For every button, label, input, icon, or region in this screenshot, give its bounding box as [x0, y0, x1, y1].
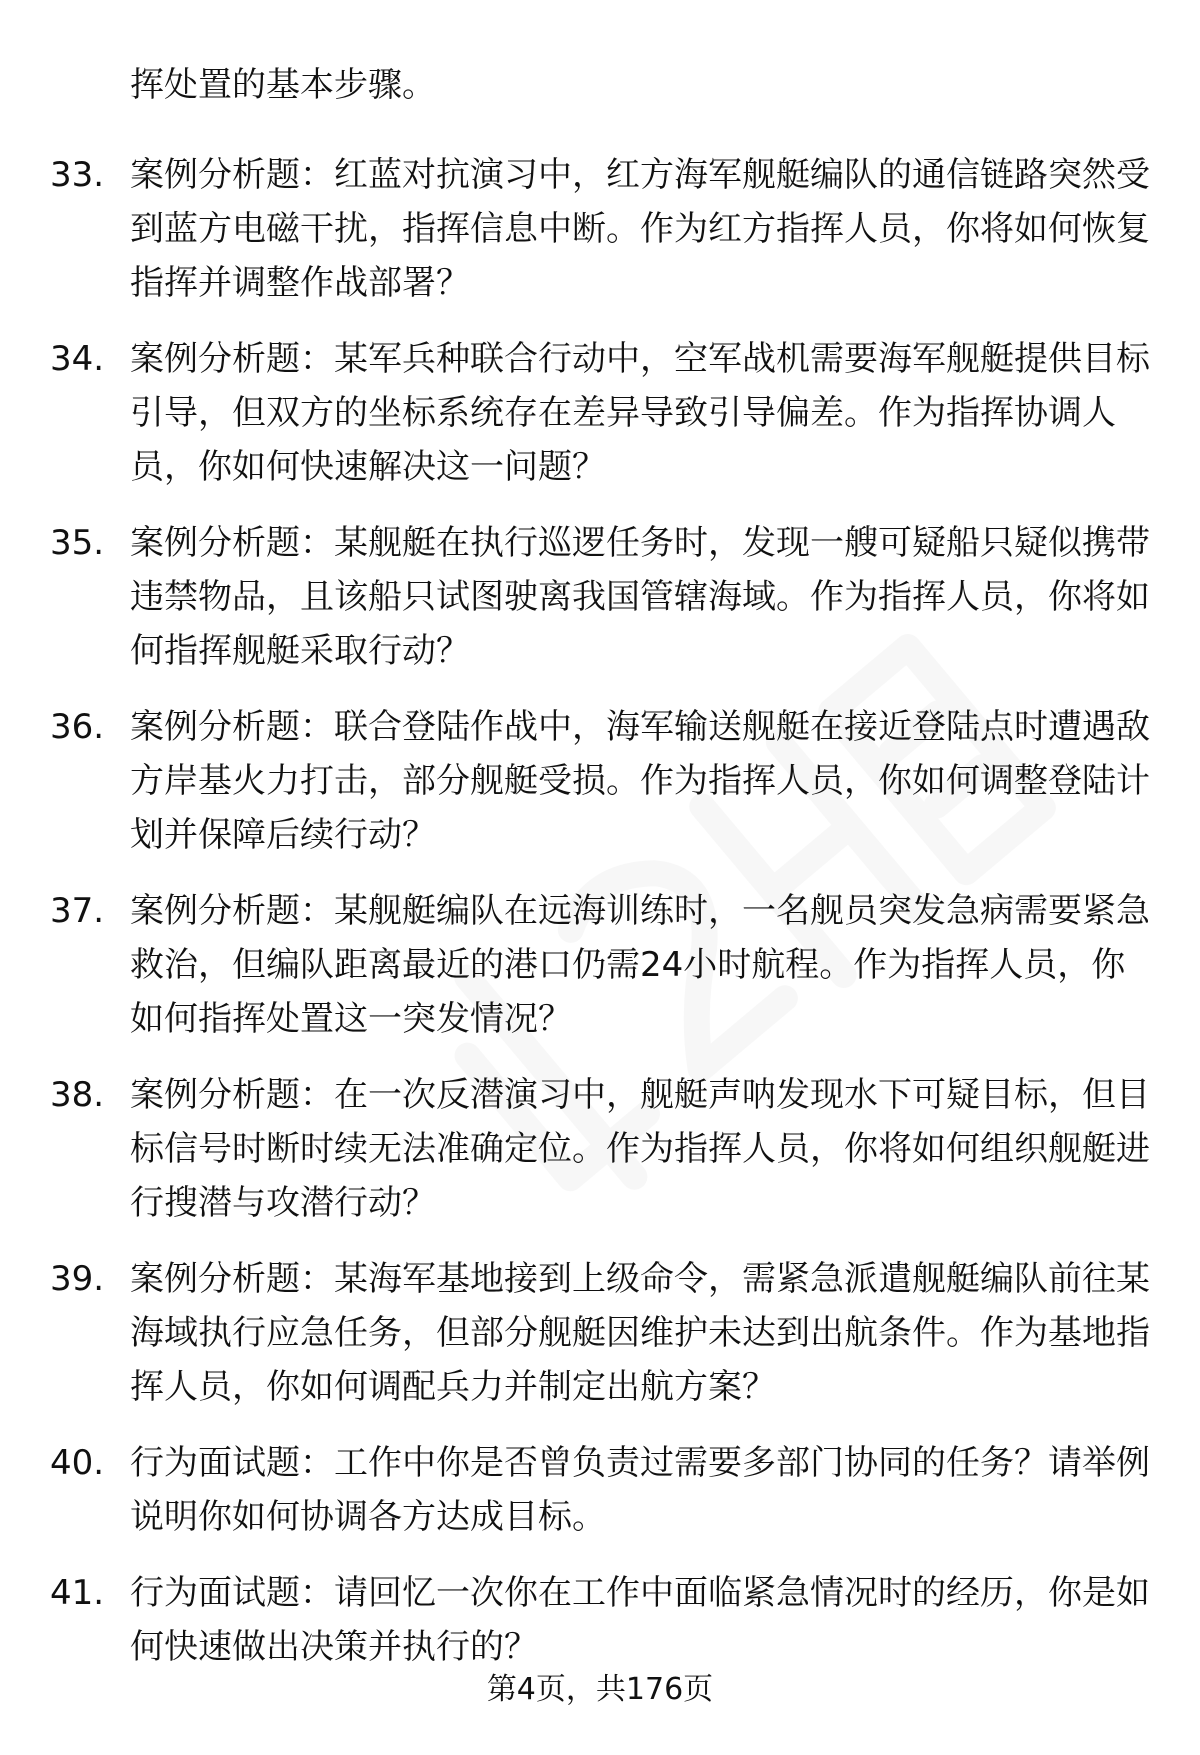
list-item — [50, 1436, 1150, 1544]
question-text: 案例分析题：某舰艇在执行巡逻任务时，发现一艘可疑船只疑似携带违禁物品，且该船只试图驶离我国管辖海域。作为指挥人员，你将如何指挥舰艇采取行动？ — [130, 523, 1150, 671]
question-text: 行为面试题：请回忆一次你在工作中面临紧急情况时的经历，你是如何快速做出决策并执行的？ — [130, 1573, 1150, 1667]
list-item — [50, 332, 1150, 494]
question-number: 37. — [50, 891, 105, 931]
question-number: 40. — [50, 1443, 105, 1483]
question-text: 案例分析题：红蓝对抗演习中，红方海军舰艇编队的通信链路突然受到蓝方电磁干扰，指挥信息中断。作为红方指挥人员，你将如何恢复指挥并调整作战部署？ — [130, 155, 1150, 303]
list-item — [50, 148, 1150, 310]
question-list — [50, 148, 1150, 1696]
list-item — [50, 1566, 1150, 1674]
question-number: 35. — [50, 523, 105, 563]
question-text: 案例分析题：联合登陆作战中，海军输送舰艇在接近登陆点时遭遇敌方岸基火力打击，部分舰艇受损。作为指挥人员，你如何调整登陆计划并保障后续行动？ — [130, 707, 1150, 855]
list-item — [50, 1068, 1150, 1230]
list-item — [50, 700, 1150, 862]
question-text: 案例分析题：某军兵种联合行动中，空军战机需要海军舰艇提供目标引导，但双方的坐标系统存在差异导致引导偏差。作为指挥协调人员，你如何快速解决这一问题？ — [130, 339, 1150, 487]
list-item — [50, 1252, 1150, 1414]
question-number: 41. — [50, 1573, 105, 1613]
question-number: 33. — [50, 155, 105, 195]
question-number: 38. — [50, 1075, 105, 1115]
page-footer: 第4页，共176页 — [486, 1672, 714, 1707]
continuation-text: 挥处置的基本步骤。 — [130, 65, 436, 105]
question-number: 36. — [50, 707, 105, 747]
question-text: 行为面试题：工作中你是否曾负责过需要多部门协同的任务？请举例说明你如何协调各方达成目标。 — [130, 1443, 1150, 1537]
question-number: 34. — [50, 339, 105, 379]
question-number: 39. — [50, 1259, 105, 1299]
list-item — [50, 516, 1150, 678]
question-text: 案例分析题：某舰艇编队在远海训练时，一名舰员突发急病需要紧急救治，但编队距离最近的港口仍需24小时航程。作为指挥人员，你如何指挥处置这一突发情况？ — [130, 891, 1150, 1039]
list-item — [50, 884, 1150, 1046]
question-text: 案例分析题：某海军基地接到上级命令，需紧急派遣舰艇编队前往某海域执行应急任务，但部分舰艇因维护未达到出航条件。作为基地指挥人员，你如何调配兵力并制定出航方案？ — [130, 1259, 1150, 1407]
question-text: 案例分析题：在一次反潜演习中，舰艇声呐发现水下可疑目标，但目标信号时断时续无法准确定位。作为指挥人员，你将如何组织舰艇进行搜潜与攻潜行动？ — [130, 1075, 1150, 1223]
